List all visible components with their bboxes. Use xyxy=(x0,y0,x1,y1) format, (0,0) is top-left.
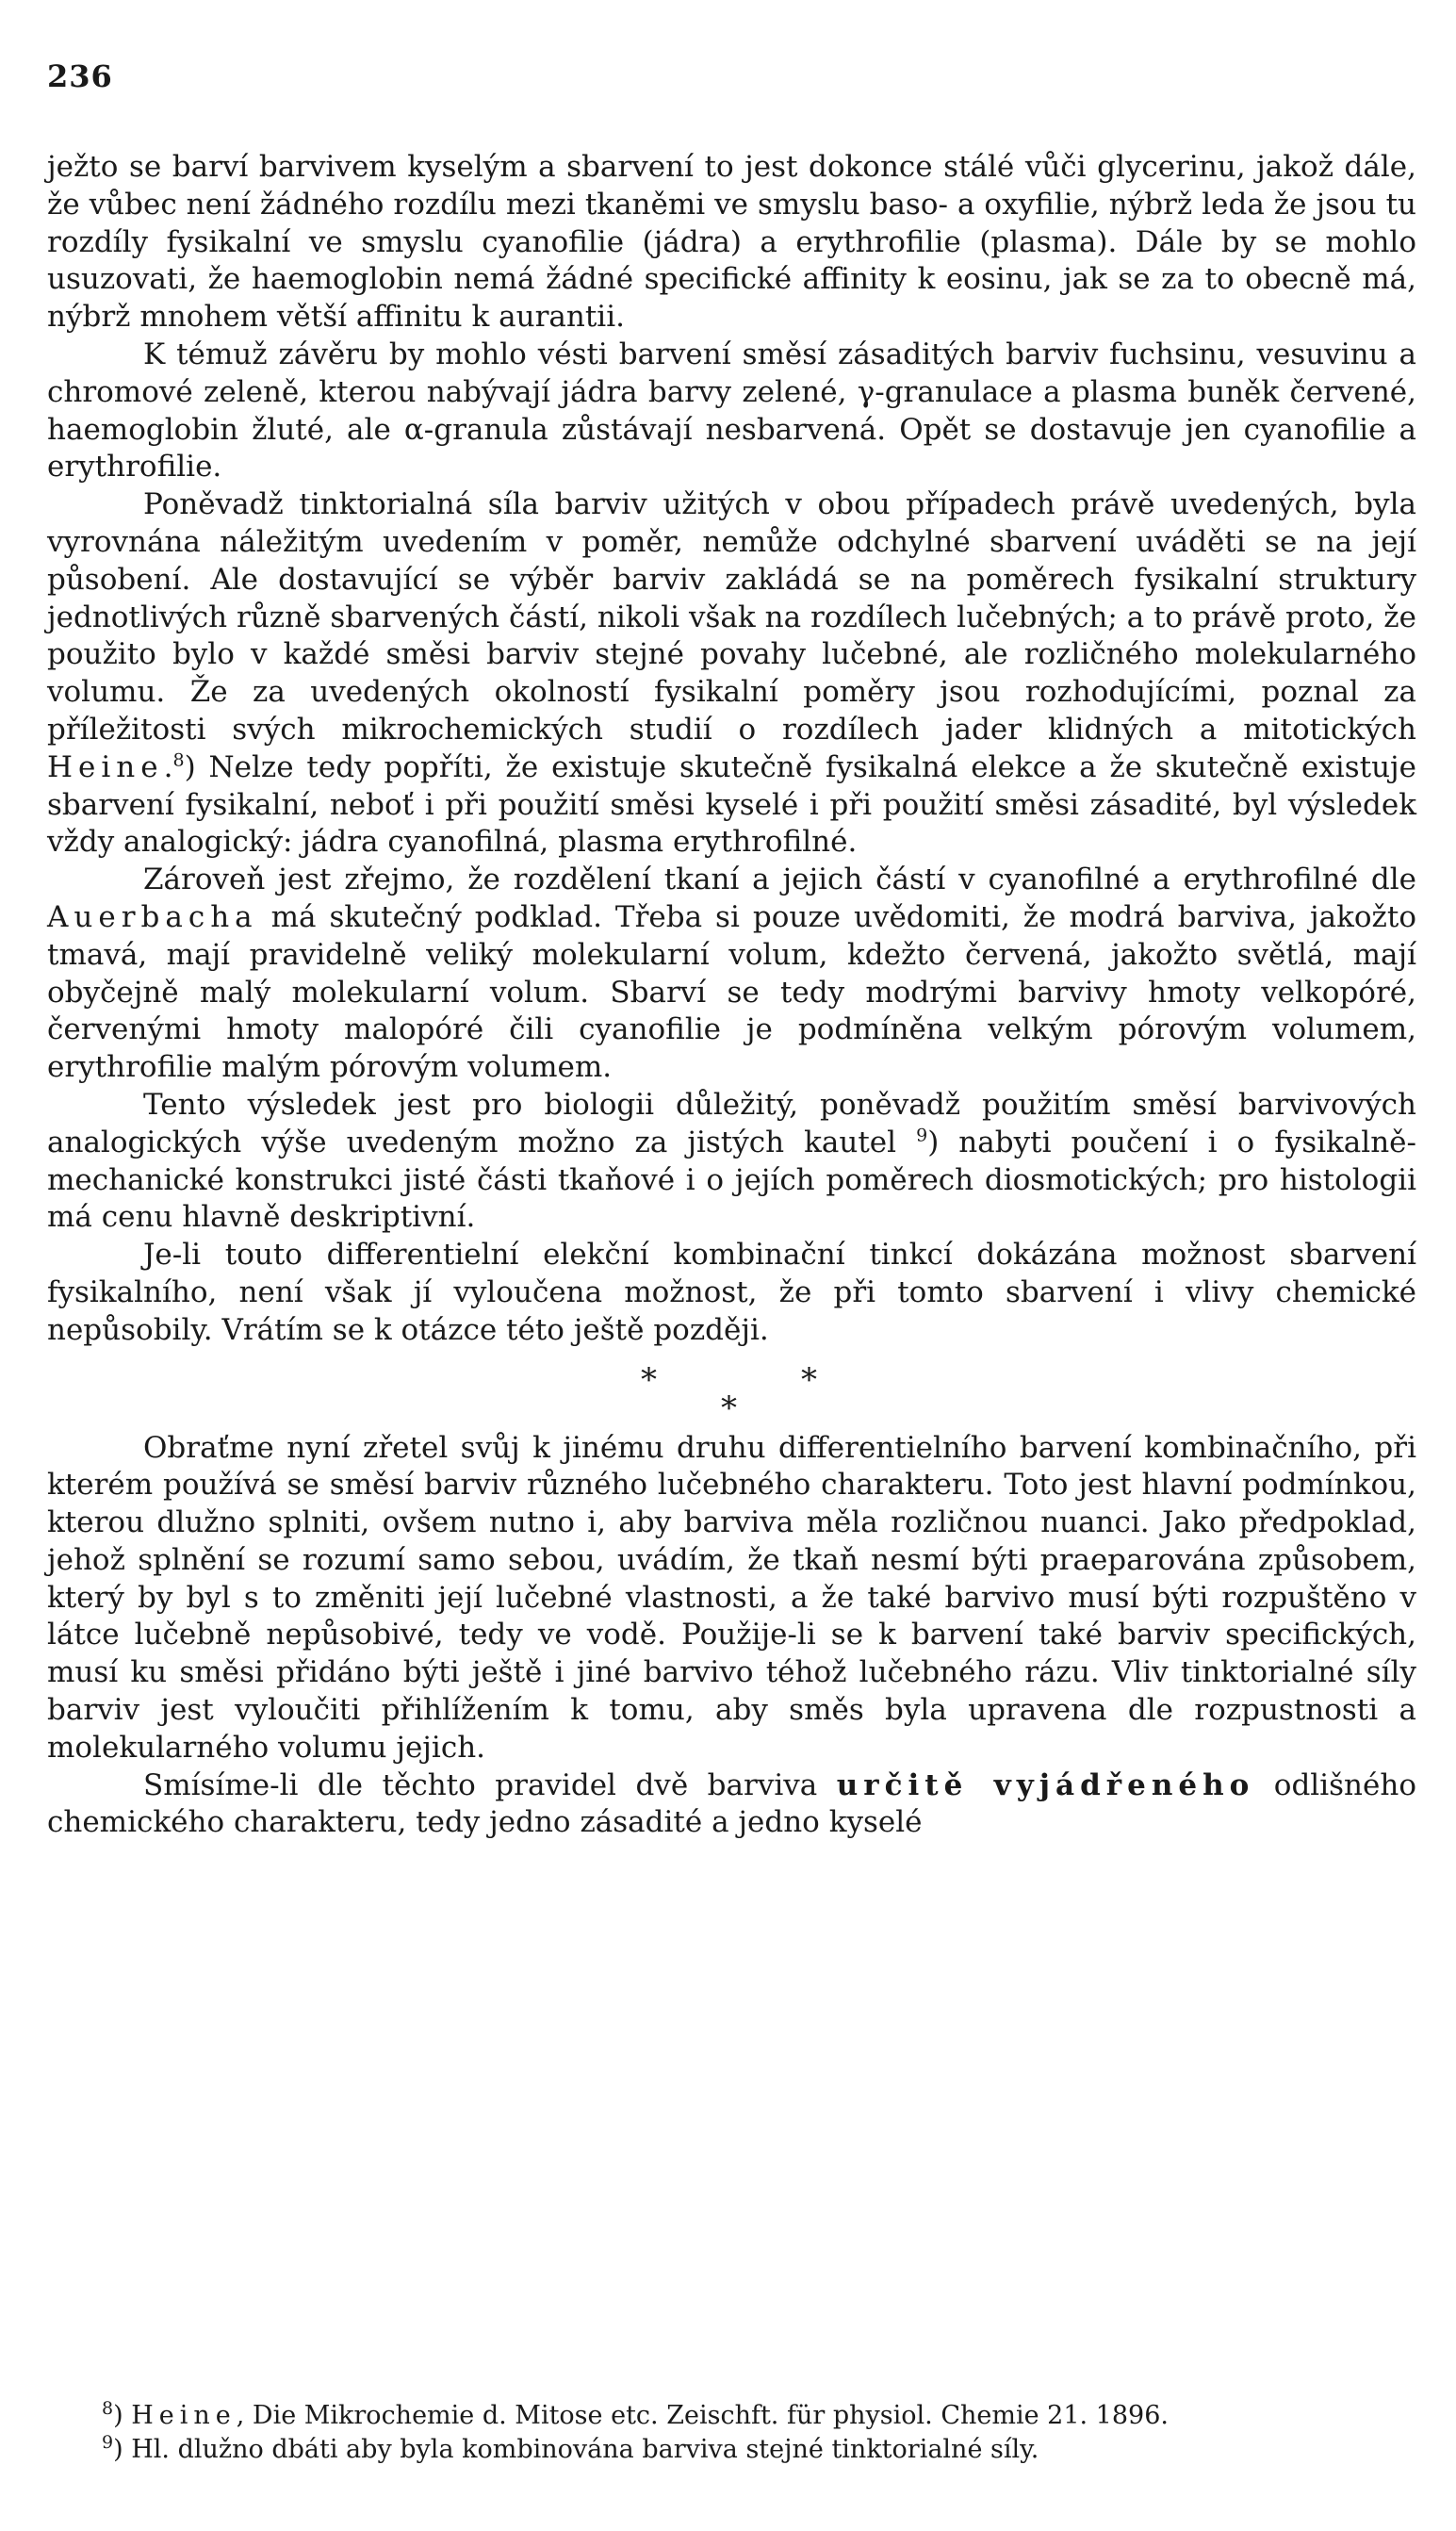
paragraph-5-text-a: Tento výsledek jest pro biologii důležitý, poněvadž použitím směsí barvivových analogických výše uvedeným možno za jistých kautel xyxy=(47,1087,1416,1159)
paragraph-2: K témuž závěru by mohlo vésti barvení směsí zásaditých barviv fuchsinu, vesuvinu a chromové zeleně, kterou nabývají jádra barvy zelené, γ-granulace a plasma buněk červené, haemoglobin žluté, ale α-granula zůstávají nesbarvená. Opět se dostavuje jen cyanofilie a erythrofilie. xyxy=(47,337,1416,485)
author-auerbach: Auerbacha xyxy=(47,899,258,934)
footnote-8-marker: 8 xyxy=(102,2398,114,2419)
paragraph-3-text-b: ) Nelze tedy popříti, že existuje skutečně fysikalná elekce a že skutečně existuje sbarvení fysikalní, neboť i při použití směsi kyselé i při použití směsi zásadité, byl výsledek vždy analogický: jádra cyanofilná, plasma erythrofilné. xyxy=(47,749,1416,860)
separator-star-left: * xyxy=(641,1360,657,1399)
footnote-8-author: Heine xyxy=(131,2401,237,2430)
footnote-ref-8: 8 xyxy=(172,749,185,771)
paragraph-4 xyxy=(47,862,1416,1087)
paragraph-8-text-a: Smísíme-li dle těchto pravidel dvě barviva xyxy=(143,1767,837,1802)
page-number: 236 xyxy=(47,58,113,94)
footnote-8: $^8$) Heine, Die Mikrochemie d. Mitose etc. Zeischft. für physiol. Chemie 21. 1896. xyxy=(102,2398,1169,2430)
paragraph-3: Poněvadž tinktorialná síla barviv užitých v obou případech právě uvedených, byla vyrovnána náležitým uvedením v poměr, nemůže odchylné sbarvení uváděti se na její působení. Ale dostavující se výběr barviv zakládá se na poměrech fysikalní struktury jednotlivých různě sbarvených částí, nikoli však na rozdílech lučebných; a to právě proto, že použito bylo v každé směsi barviv stejné povahy lučebné, ale rozličného molekularného volumu. Že za uvedených okolností fysikalní poměry jsou rozhodujícími, poznal za příležitosti svých mikrochemických studií o rozdílech jader klidných a mitotických Heine.$^8$) Nelze tedy popříti, že existuje skutečně fysikalná elekce a že skutečně existuje sbarvení fysikalní, neboť i při použití směsi kyselé i při použití směsi zásadité, byl výsledek vždy analogický: jádra cyanofilná, plasma erythrofilné. xyxy=(47,487,1416,860)
footnote-9-text: Hl. dlužno dbáti aby byla kombinována barviva stejné tinktorialné síly. xyxy=(131,2435,1039,2464)
paragraph-5 xyxy=(47,1087,1416,1237)
paragraph-4-text-b: má skutečný podklad. Třeba si pouze uvědomiti, že modrá barviva, jakožto tmavá, mají pravidelně veliký molekularní volum, kdežto červená, jakožto světlá, mají obyčejně malý molekularní volum. Sbarví se tedy modrými barvivy hmoty velkopóré, červenými hmoty malopóré čili cyanofilie je podmíněna velkým pórovým volumem, erythrofilie malým pórovým volumem. xyxy=(47,899,1416,1085)
paragraph-1: ježto se barví barvivem kyselým a sbarvení to jest dokonce stálé vůči glycerinu, jakož dále, že vůbec není žádného rozdílu mezi tkaněmi ve smyslu baso- a oxyfilie, nýbrž leda že jsou tu rozdíly fysikalní ve smyslu cyanofilie (jádra) a erythrofilie (plasma). Dále by se mohlo usuzovati, že haemoglobin nemá žádné specifické affinity k eosinu, jak se za to obecně má, nýbrž mnohem větší affinitu k aurantii. xyxy=(47,150,1416,335)
footnote-9-marker: 9 xyxy=(102,2432,114,2453)
paragraph-8-text-b: odlišného chemického charakteru, tedy jedno zásadité a jedno kyselé xyxy=(47,1767,1416,1840)
paragraph-6: Je-li touto differentielní elekční kombinační tinkcí dokázána možnost sbarvení fysikalního, není však jí vyloučena možnost, že při tomto sbarvení i vlivy chemické nepůsobily. Vrátím se k otázce této ještě později. xyxy=(47,1238,1416,1347)
emphasis-urcite-vyjadreneho: určitě vyjádřeného xyxy=(836,1767,1255,1802)
section-separator xyxy=(47,1350,1416,1430)
paragraph-7: Obraťme nyní zřetel svůj k jinému druhu differentielního barvení kombinačního, při kterém používá se směsí barviv různého lučebného charakteru. Toto jest hlavní podmínkou, kterou dlužno splniti, ovšem nutno i, aby barviva měla rozličnou nuanci. Jako předpoklad, jehož splnění se rozumí samo sebou, uvádím, že tkaň nesmí býti praeparována způsobem, který by byl s to změniti její lučebné vlastnosti, a že také barvivo musí býti rozpuštěno v látce lučebně nepůsobivé, tedy ve vodě. Použije-li se k barvení také barviv specifických, musí ku směsi přidáno býti ještě i jiné barvivo téhož lučebného rázu. Vliv tinktorialné síly barviv jest vyloučiti přihlížením k tomu, aby směs byla upravena dle rozpustnosti a molekularného volumu jejich. xyxy=(47,1430,1416,1765)
separator-star-right: * xyxy=(801,1360,817,1399)
paragraph-3-text-a: Poněvadž tinktorialná síla barviv užitých v obou případech právě uvedených, byla vyrovnána náležitým uvedením v poměr, nemůže odchylné sbarvení uváděti se na její působení. Ale dostavující se výběr barviv zakládá se na poměrech fysikalní struktury jednotlivých různě sbarvených částí, nikoli však na rozdílech lučebných; a to právě proto, že použito bylo v každé směsi barviv stejné povahy lučebné, ale rozličného molekularného volumu. Že za uvedených okolností fysikalní poměry jsou rozhodujícími, poznal za příležitosti svých mikrochemických studií o rozdílech jader klidných a mitotických xyxy=(47,487,1416,747)
paragraph-8 xyxy=(47,1767,1416,1843)
author-heine: Heine xyxy=(47,749,164,784)
footnote-ref-9: 9 xyxy=(916,1125,928,1146)
footnote-9: $^9$) Hl. dlužno dbáti aby byla kombinována barviva stejné tinktorialné síly. xyxy=(102,2432,1039,2464)
paragraph-5-text-b: ) nabyti poučení i o fysikalně-mechanické konstrukci jisté části tkaňové i o jejích poměrech diosmotických; pro histologii má cenu hlavně deskriptivní. xyxy=(47,1125,1416,1235)
separator-star-bottom: * xyxy=(721,1389,737,1427)
paragraph-4-text-a: Zároveň jest zřejmo, že rozdělení tkaní a jejich částí v cyanofilné a erythrofilné dle xyxy=(143,863,1416,897)
footnote-8-text: , Die Mikrochemie d. Mitose etc. Zeischft. für physiol. Chemie 21. 1896. xyxy=(236,2401,1169,2430)
footnotes xyxy=(47,2399,1416,2467)
body-text xyxy=(47,149,1416,1842)
